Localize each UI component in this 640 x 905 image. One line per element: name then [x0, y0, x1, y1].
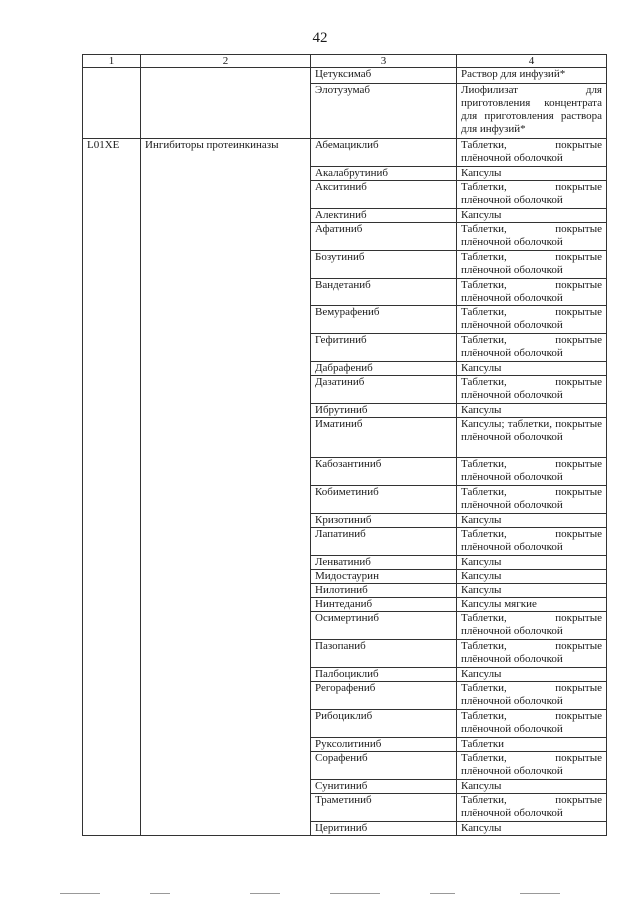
drug-name-cell: Вемурафениб: [311, 306, 457, 334]
drug-name-cell: Нинтеданиб: [311, 598, 457, 612]
dosage-form-cell: Таблетки, покрытые плёночной оболочкой: [457, 528, 607, 556]
drug-name-cell: Кризотиниб: [311, 514, 457, 528]
dosage-form-cell: Таблетки, покрытые плёночной оболочкой: [457, 486, 607, 514]
dosage-form-cell: Капсулы: [457, 780, 607, 794]
drug-name-cell: Сунитиниб: [311, 780, 457, 794]
drug-name-cell: Регорафениб: [311, 682, 457, 710]
drug-name-cell: Цетуксимаб: [311, 68, 457, 84]
dosage-form-cell: Таблетки, покрытые плёночной оболочкой: [457, 334, 607, 362]
drug-name-cell: Акалабрутиниб: [311, 167, 457, 181]
drug-name-cell: Осимертиниб: [311, 612, 457, 640]
drug-name-cell: Рибоциклиб: [311, 710, 457, 738]
drug-name-cell: Палбоциклиб: [311, 668, 457, 682]
drug-name-cell: Ибрутиниб: [311, 404, 457, 418]
drug-name-cell: Нилотиниб: [311, 584, 457, 598]
dosage-form-cell: Раствор для инфузий*: [457, 68, 607, 84]
drug-name-cell: Бозутиниб: [311, 251, 457, 279]
table-row: [83, 139, 607, 167]
dosage-form-cell: Капсулы: [457, 209, 607, 223]
page-number: 42: [312, 30, 328, 46]
dosage-form-cell: Таблетки, покрытые плёночной оболочкой: [457, 306, 607, 334]
dosage-form-cell: Таблетки: [457, 738, 607, 752]
dosage-form-cell: Таблетки, покрытые плёночной оболочкой: [457, 223, 607, 251]
scan-artifact: [430, 893, 455, 894]
dosage-form-cell: Таблетки, покрытые плёночной оболочкой: [457, 682, 607, 710]
dosage-form-cell: Капсулы: [457, 668, 607, 682]
header-row: [83, 55, 607, 68]
drug-name-cell: Акситиниб: [311, 181, 457, 209]
dosage-form-cell: Таблетки, покрытые плёночной оболочкой: [457, 251, 607, 279]
table-body: [83, 68, 607, 836]
drug-name-cell: Гефитиниб: [311, 334, 457, 362]
atc-code-cell: L01XE: [83, 139, 141, 836]
dosage-form-cell: Таблетки, покрытые плёночной оболочкой: [457, 139, 607, 167]
table-header: [83, 55, 607, 68]
drug-name-cell: Руксолитиниб: [311, 738, 457, 752]
dosage-form-cell: Капсулы: [457, 584, 607, 598]
dosage-form-cell: Капсулы: [457, 514, 607, 528]
drug-name-cell: Церитиниб: [311, 822, 457, 836]
drug-name-cell: Абемациклиб: [311, 139, 457, 167]
scan-artifact: [330, 893, 380, 894]
scan-artifact: [520, 893, 560, 894]
scan-artifact: [250, 893, 280, 894]
drug-name-cell: Кабозантиниб: [311, 458, 457, 486]
drug-table: [82, 54, 607, 836]
drug-name-cell: Лапатиниб: [311, 528, 457, 556]
drug-name-cell: Иматиниб: [311, 418, 457, 458]
drug-name-cell: Дабрафениб: [311, 362, 457, 376]
drug-name-cell: Мидостаурин: [311, 570, 457, 584]
drug-name-cell: Дазатиниб: [311, 376, 457, 404]
dosage-form-cell: Таблетки, покрытые плёночной оболочкой: [457, 458, 607, 486]
dosage-form-cell: Капсулы: [457, 362, 607, 376]
dosage-form-cell: Таблетки, покрытые плёночной оболочкой: [457, 279, 607, 306]
dosage-form-cell: Капсулы; таблетки, покрытые плёночной оболочкой: [457, 418, 607, 458]
dosage-form-cell: Капсулы: [457, 556, 607, 570]
dosage-form-cell: Капсулы мягкие: [457, 598, 607, 612]
drug-name-cell: Элотузумаб: [311, 84, 457, 139]
drug-name-cell: Кобиметиниб: [311, 486, 457, 514]
dosage-form-cell: Капсулы: [457, 167, 607, 181]
drug-name-cell: Пазопаниб: [311, 640, 457, 668]
group-name-cell: Ингибиторы протеинкиназы: [141, 139, 311, 836]
column-header-2: 2: [141, 55, 311, 68]
drug-name-cell: Ленватиниб: [311, 556, 457, 570]
group-name-cell: [141, 68, 311, 139]
dosage-form-cell: Капсулы: [457, 570, 607, 584]
drug-name-cell: Траметиниб: [311, 794, 457, 822]
scan-artifact: [60, 893, 100, 894]
dosage-form-cell: Капсулы: [457, 822, 607, 836]
drug-name-cell: Алектиниб: [311, 209, 457, 223]
dosage-form-cell: Таблетки, покрытые плёночной оболочкой: [457, 376, 607, 404]
atc-code-cell: [83, 68, 141, 139]
dosage-form-cell: Таблетки, покрытые плёночной оболочкой: [457, 181, 607, 209]
dosage-form-cell: Таблетки, покрытые плёночной оболочкой: [457, 612, 607, 640]
table-row: [83, 68, 607, 84]
column-header-4: 4: [457, 55, 607, 68]
dosage-form-cell: Таблетки, покрытые плёночной оболочкой: [457, 752, 607, 780]
dosage-form-cell: Таблетки, покрытые плёночной оболочкой: [457, 640, 607, 668]
scan-artifact: [150, 893, 170, 894]
drug-name-cell: Вандетаниб: [311, 279, 457, 306]
dosage-form-cell: Таблетки, покрытые плёночной оболочкой: [457, 710, 607, 738]
dosage-form-cell: Лиофилизат для приготовления концентрата для приготовления раствора для инфузий*: [457, 84, 607, 139]
dosage-form-cell: Капсулы: [457, 404, 607, 418]
column-header-3: 3: [311, 55, 457, 68]
dosage-form-cell: Таблетки, покрытые плёночной оболочкой: [457, 794, 607, 822]
column-header-1: 1: [83, 55, 141, 68]
drug-name-cell: Сорафениб: [311, 752, 457, 780]
drug-name-cell: Афатиниб: [311, 223, 457, 251]
